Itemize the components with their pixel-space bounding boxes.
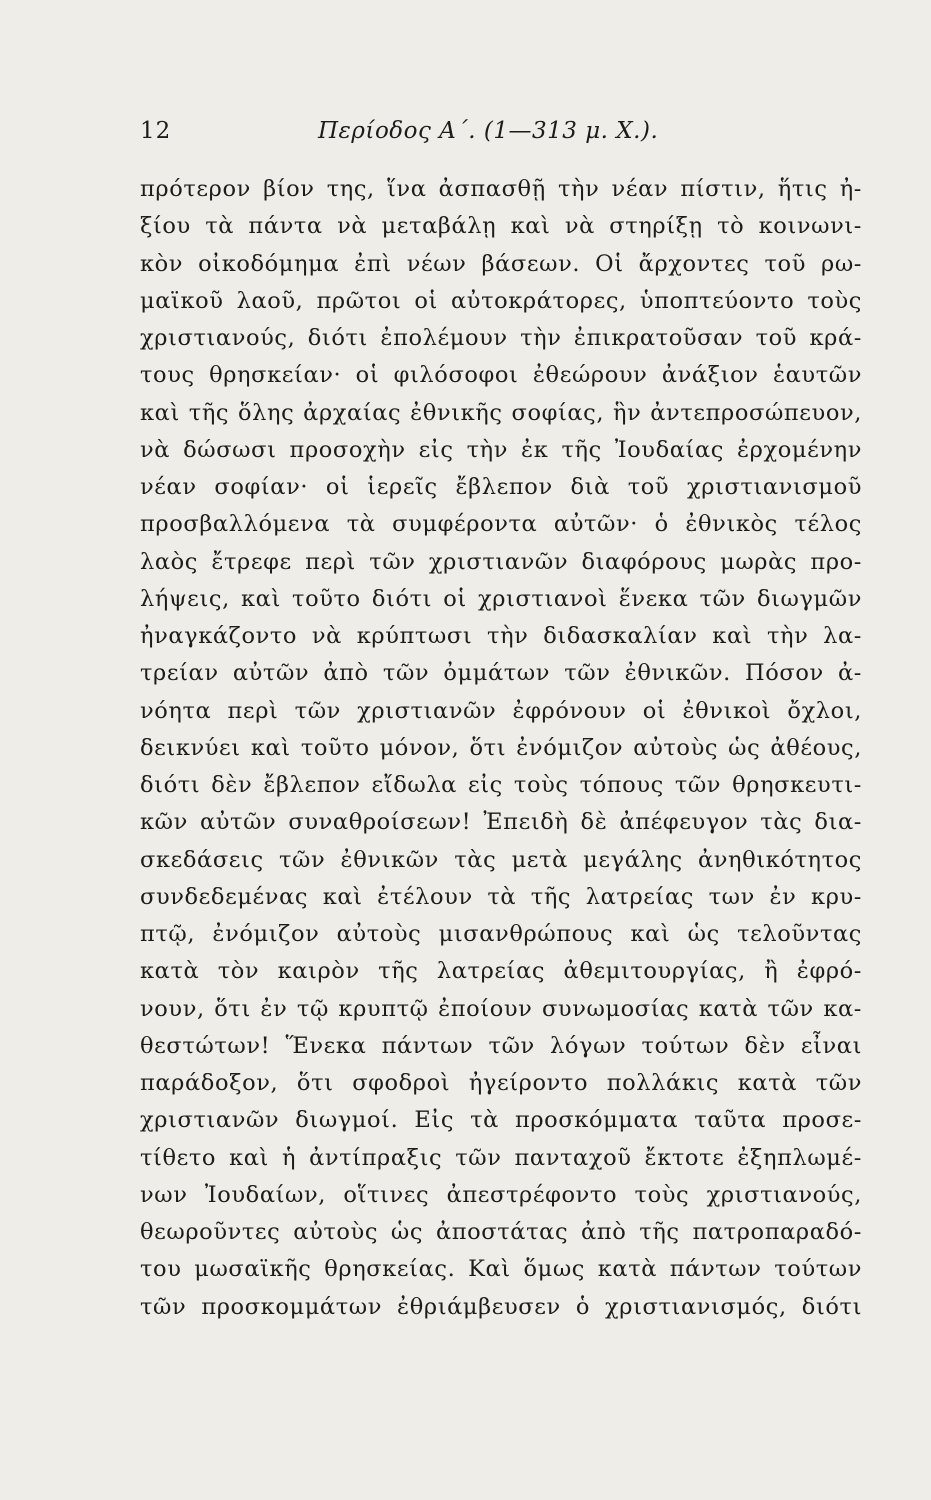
text-line: σκεδάσεις τῶν ἐθνικῶν τὰς μετὰ μεγάλης ἀνηθικότητος (140, 846, 862, 873)
body-text (140, 171, 862, 1326)
text-line: νέαν σοφίαν· οἱ ἱερεῖς ἔβλεπον διὰ τοῦ χριστιανισμοῦ (140, 474, 862, 500)
text-line: κὸν οἰκοδόμημα ἐπὶ νέων βάσεων. Οἱ ἄρχοντες τοῦ ρω- (140, 250, 862, 277)
text-line: συνδεδεμένας καὶ ἐτέλουν τὰ τῆς λατρείας των ἐν κρυ- (140, 883, 862, 910)
text-line: δεικνύει καὶ τοῦτο μόνον, ὅτι ἐνόμιζον αὐτοὺς ὡς ἀθέους, (140, 734, 862, 761)
page-number: 12 (140, 118, 172, 144)
text-line: λαὸς ἔτρεφε περὶ τῶν χριστιανῶν διαφόρους μωρὰς προ- (140, 548, 862, 575)
text-line: τρείαν αὐτῶν ἀπὸ τῶν ὀμμάτων τῶν ἐθνικῶν. Πόσον ἀ- (140, 660, 862, 687)
text-line: προσβαλλόμενα τὰ συμφέροντα αὐτῶν· ὁ ἐθνικὸς τέλος (140, 511, 862, 538)
text-line: τους θρησκείαν· οἱ φιλόσοφοι ἐθεώρουν ἀνάξιον ἑαυτῶν (140, 362, 862, 389)
text-line: κατὰ τὸν καιρὸν τῆς λατρείας ἀθεμιτουργίας, ἢ ἐφρό- (140, 958, 862, 985)
text-line: κῶν αὐτῶν συναθροίσεων! Ἐπειδὴ δὲ ἀπέφευγον τὰς δια- (140, 809, 862, 836)
text-line: πτῷ, ἐνόμιζον αὐτοὺς μισανθρώπους καὶ ὡς τελοῦντας (140, 921, 862, 947)
text-line: θεωροῦντες αὐτοὺς ὡς ἀποστάτας ἀπὸ τῆς πατροπαραδό- (140, 1219, 862, 1245)
text-line: χριστιανῶν διωγμοί. Εἰς τὰ προσκόμματα ταῦτα προσε- (140, 1107, 862, 1134)
text-line: παράδοξον, ὅτι σφοδροὶ ἠγείροντο πολλάκις κατὰ τῶν (140, 1070, 862, 1096)
text-line: χριστιανούς, διότι ἐπολέμουν τὴν ἐπικρατοῦσαν τοῦ κρά- (140, 325, 862, 351)
text-line: μαϊκοῦ λαοῦ, πρῶτοι οἱ αὐτοκράτορες, ὑποπτεύοντο τοὺς (140, 287, 862, 314)
text-line: νόητα περὶ τῶν χριστιανῶν ἐφρόνουν οἱ ἐθνικοὶ ὄχλοι, (140, 697, 862, 724)
text-line: τῶν προσκομμάτων ἐθριάμβευσεν ὁ χριστιανισμός, διότι (140, 1293, 862, 1320)
text-line: πρότερον βίον της, ἵνα ἀσπασθῇ τὴν νέαν πίστιν, ἥτις ἠ- (140, 176, 862, 202)
text-line: καὶ τῆς ὅλης ἀρχαίας ἐθνικῆς σοφίας, ἣν ἀντεπροσώπευον, (140, 399, 862, 426)
text-line: λήψεις, καὶ τοῦτο διότι οἱ χριστιανοὶ ἕνεκα τῶν διωγμῶν (140, 585, 862, 612)
text-line: ἠναγκάζοντο νὰ κρύπτωσι τὴν διδασκαλίαν καὶ τὴν λα- (140, 623, 862, 649)
text-line: του μωσαϊκῆς θρησκείας. Καὶ ὅμως κατὰ πάντων τούτων (140, 1256, 862, 1283)
text-line: τίθετο καὶ ἡ ἀντίπραξις τῶν πανταχοῦ ἔκτοτε ἐξηπλωμέ- (140, 1144, 862, 1171)
running-head: Περίοδος Α΄. (1—313 μ. Χ.). (318, 118, 659, 144)
text-line: διότι δὲν ἔβλεπον εἴδωλα εἰς τοὺς τόπους τῶν θρησκευτι- (140, 772, 862, 798)
text-line: θεστώτων! Ἕνεκα πάντων τῶν λόγων τούτων δὲν εἶναι (140, 1032, 862, 1059)
page-header (140, 118, 860, 158)
text-line: νων Ἰουδαίων, οἵτινες ἀπεστρέφοντο τοὺς χριστιανούς, (140, 1181, 862, 1208)
text-line: νὰ δώσωσι προσοχὴν εἰς τὴν ἐκ τῆς Ἰουδαίας ἐρχομένην (140, 436, 862, 463)
text-line: ξίου τὰ πάντα νὰ μεταβάλῃ καὶ νὰ στηρίξῃ τὸ κοινωνι- (140, 213, 862, 240)
text-line: νουν, ὅτι ἐν τῷ κρυπτῷ ἐποίουν συνωμοσίας κατὰ τῶν κα- (140, 995, 862, 1022)
